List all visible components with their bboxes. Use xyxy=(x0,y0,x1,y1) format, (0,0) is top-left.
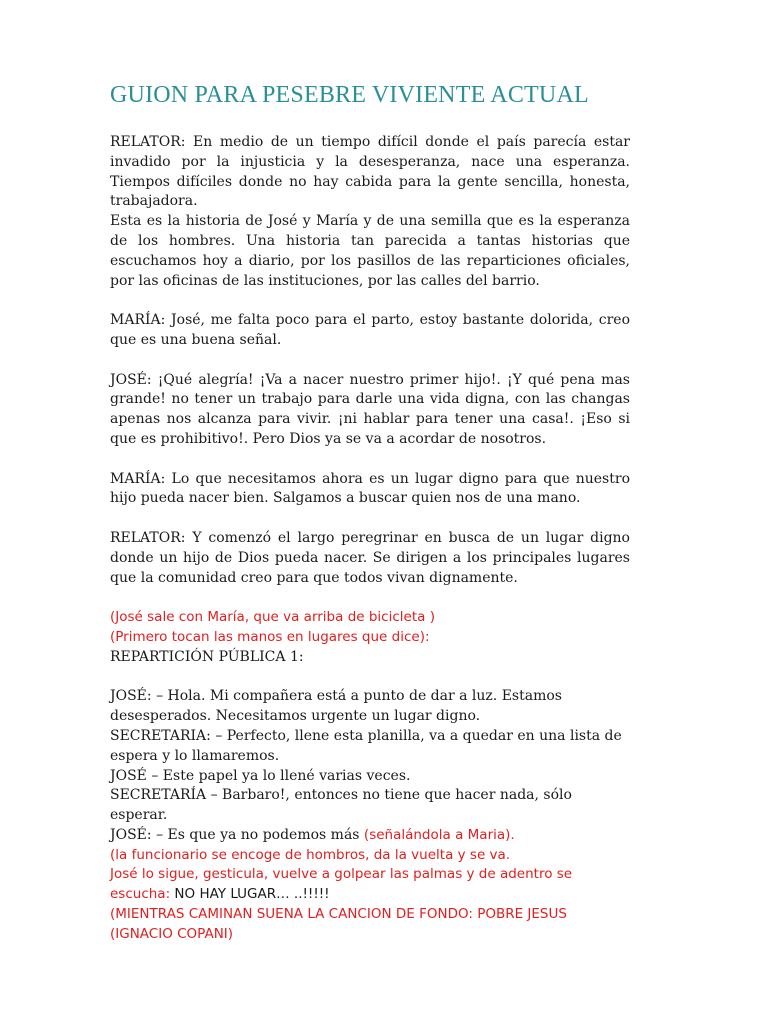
maria-line-2: MARÍA: Lo que necesitamos ahora es un lugar digno para que nuestro hijo pueda nacer bien. Salgamos a buscar quien nos de una mano. xyxy=(110,470,630,507)
dialog-jose-3-stage: (señalándola a Maria). xyxy=(363,826,515,843)
stage-direction-cancion: (MIENTRAS CAMINAN SUENA LA CANCION DE FONDO: POBRE JESUS (IGNACIO COPANI) xyxy=(110,906,567,942)
no-hay-lugar: NO HAY LUGAR… ..!!!!! xyxy=(174,886,330,903)
relator-intro xyxy=(110,133,630,291)
stage-direction-bicycle: (José sale con María, que va arriba de bicicleta ) xyxy=(110,609,435,626)
dialog-section xyxy=(110,687,630,944)
dialog-jose-1: JOSÉ: – Hola. Mi compañera está a punto de dar a luz. Estamos desesperados. Necesitamos urgente un lugar digno. xyxy=(110,688,562,725)
document-title: GUION PARA PESEBRE VIVIENTE ACTUAL xyxy=(110,82,589,108)
stage-direction-jose-sigue-text: José lo sigue, gesticula, vuelve a golpear las palmas y de adentro se escucha: xyxy=(110,866,573,903)
stage-direction-hands: (Primero tocan las manos en lugares que dice): xyxy=(110,628,430,645)
stage-direction-jose-sigue xyxy=(110,865,630,905)
dialog-secretaria-2: SECRETARÍA – Barbaro!, entonces no tiene que hacer nada, sólo esperar. xyxy=(110,787,572,824)
reparticion-heading: REPARTICIÓN PÚBLICA 1: xyxy=(110,648,304,665)
relator-intro-p1: RELATOR: En medio de un tiempo difícil donde el país parecía estar invadido por la injusticia y la desesperanza, nace una esperanza. Tiempos difíciles donde no hay cabida para la gente sencilla, honesta, trabajadora. xyxy=(110,134,630,210)
dialog-jose-2: JOSÉ – Este papel ya lo llené varias veces. xyxy=(110,767,411,784)
relator-intro-p2: Esta es la historia de José y María y de una semilla que es la esperanza de los hombres. Una historia tan parecida a tantas historias que escuchamos hoy a diario, por los pasillos de las reparticiones oficiales, por las oficinas de las instituciones, por las calles del barrio. xyxy=(110,213,630,289)
maria-line-1: MARÍA: José, me falta poco para el parto, estoy bastante dolorida, creo que es una buena señal. xyxy=(110,312,630,348)
jose-line-1: JOSÉ: ¡Qué alegría! ¡Va a nacer nuestro primer hijo!. ¡Y qué pena mas grande! no tener un trabajo para darle una vida digna, con las changas apenas nos alcanza para vivir. ¡ni hablar para tener una casa!. ¡Eso si que es prohibitivo!. Pero Dios ya se va a acordar de nosotros. xyxy=(110,371,630,447)
reparticion-section xyxy=(110,608,630,667)
dialog-secretaria-1: SECRETARIA: – Perfecto, llene esta planilla, va a quedar en una lista de espera y lo llamaremos. xyxy=(110,727,622,764)
dialog-jose-3-text: JOSÉ: – Es que ya no podemos más xyxy=(110,826,364,843)
dialog-jose-3 xyxy=(110,826,630,846)
document-page xyxy=(110,82,630,945)
relator-line-2: RELATOR: Y comenzó el largo peregrinar en busca de un lugar digno donde un hijo de Dios pueda nacer. Se dirigen a los principales lugares que la comunidad creo para que todos vivan dignamente. xyxy=(110,529,630,586)
stage-direction-funcionario: (la funcionario se encoge de hombros, da la vuelta y se va. xyxy=(110,846,511,863)
